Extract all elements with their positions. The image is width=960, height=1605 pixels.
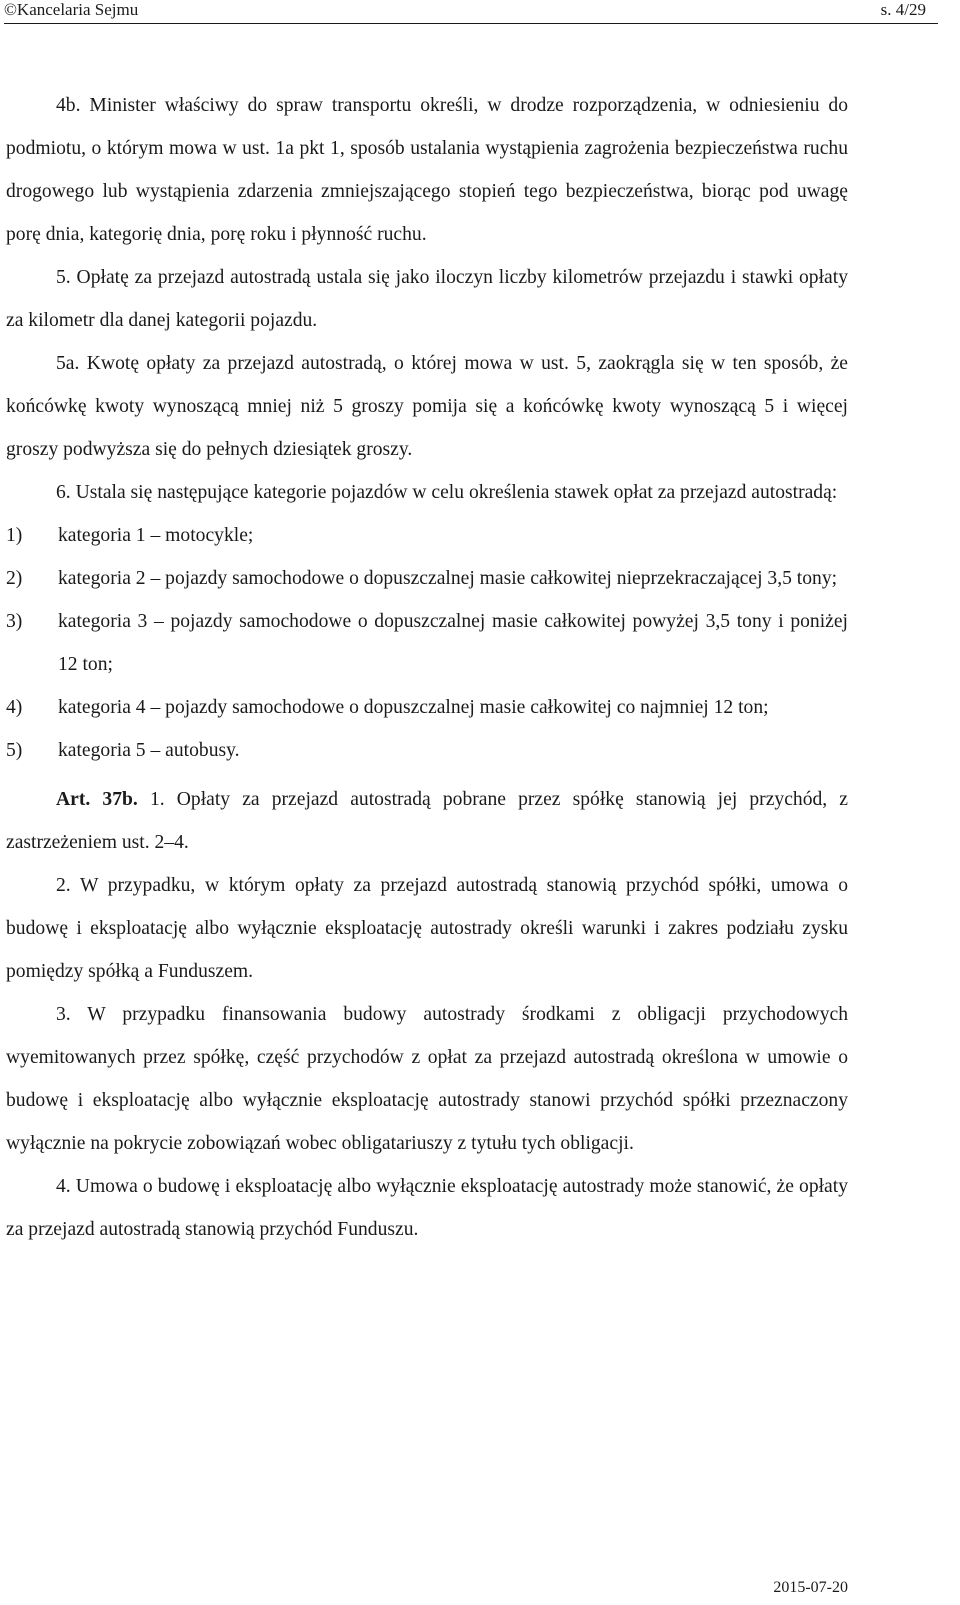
header-divider <box>4 23 938 24</box>
paragraph-4b: 4b. Minister właściwy do spraw transportu określi, w drodze rozporządzenia, w odniesieniu do podmiotu, o którym mowa w ust. 1a pkt 1, sposób ustalania wystąpienia zagrożenia bezpieczeństwa ruchu drogowego lub wystąpienia zdarzenia zmniejszającego stopień tego bezpieczeństwa, biorąc pod uwagę porę dnia, kategorię dnia, porę roku i płynność ruchu. <box>6 95 848 245</box>
list-item-text: kategoria 3 – pojazdy samochodowe o dopuszczalnej masie całkowitej powyżej 3,5 tony i poniżej 12 ton; <box>58 611 848 675</box>
article-37b-paragraph-2: 2. W przypadku, w którym opłaty za przejazd autostradą stanowią przychód spółki, umowa o budowę i eksploatację albo wyłącznie eksploatację autostrady określi warunki i zakres podziału zysku pomiędzy spółką a Funduszem. <box>6 875 848 982</box>
article-label: Art. 37b. <box>56 789 138 810</box>
copyright-text: ©Kancelaria Sejmu <box>4 0 139 19</box>
article-paragraph-1-text: 1. Opłaty za przejazd autostradą pobrane przez spółkę stanowią jej przychód, z zastrzeżeniem ust. 2–4. <box>6 789 849 853</box>
list-item <box>6 514 848 557</box>
list-item-text: kategoria 5 – autobusy. <box>58 740 240 761</box>
list-item-text: kategoria 1 – motocykle; <box>58 525 254 546</box>
list-item-number: 4) <box>6 697 23 718</box>
page-header <box>0 0 960 24</box>
list-item <box>6 729 848 772</box>
document-body <box>6 84 848 1251</box>
list-item-text: kategoria 2 – pojazdy samochodowe o dopuszczalnej masie całkowitej nieprzekraczającej 3,5 tony; <box>58 568 838 589</box>
list-item <box>6 686 848 729</box>
article-37b-paragraph-3: 3. W przypadku finansowania budowy autostrady środkami z obligacji przychodowych wyemitowanych przez spółkę, część przychodów z opłat za przejazd autostradą określona w umowie o budowę i eksploatację albo wyłącznie eksploatację autostrady stanowi przychód spółki przeznaczony wyłącznie na pokrycie zobowiązań wobec obligatariuszy z tytułu tych obligacji. <box>6 1004 848 1154</box>
list-item-number: 2) <box>6 568 23 589</box>
list-item-number: 1) <box>6 525 23 546</box>
article-37b-paragraph-4: 4. Umowa o budowę i eksploatację albo wyłącznie eksploatację autostrady może stanowić, że opłaty za przejazd autostradą stanowią przychód Funduszu. <box>6 1176 848 1240</box>
list-item-text: kategoria 4 – pojazdy samochodowe o dopuszczalnej masie całkowitej co najmniej 12 ton; <box>58 697 769 718</box>
list-item-number: 5) <box>6 740 23 761</box>
list-item <box>6 600 848 686</box>
paragraph-6: 6. Ustala się następujące kategorie pojazdów w celu określenia stawek opłat za przejazd autostradą: <box>56 482 838 503</box>
list-item <box>6 557 848 600</box>
paragraph-5: 5. Opłatę za przejazd autostradą ustala się jako iloczyn liczby kilometrów przejazdu i stawki opłaty za kilometr dla danej kategorii pojazdu. <box>6 267 848 331</box>
article-37b-paragraph-1 <box>6 778 848 864</box>
list-item-number: 3) <box>6 611 23 632</box>
page-number: s. 4/29 <box>880 0 926 19</box>
paragraph-5a: 5a. Kwotę opłaty za przejazd autostradą, o której mowa w ust. 5, zaokrągla się w ten sposób, że końcówkę kwoty wynoszącą mniej niż 5 groszy pomija się a końcówkę kwoty wynoszącą 5 i więcej groszy podwyższa się do pełnych dziesiątek groszy. <box>6 353 848 460</box>
footer-date: 2015-07-20 <box>773 1579 848 1596</box>
